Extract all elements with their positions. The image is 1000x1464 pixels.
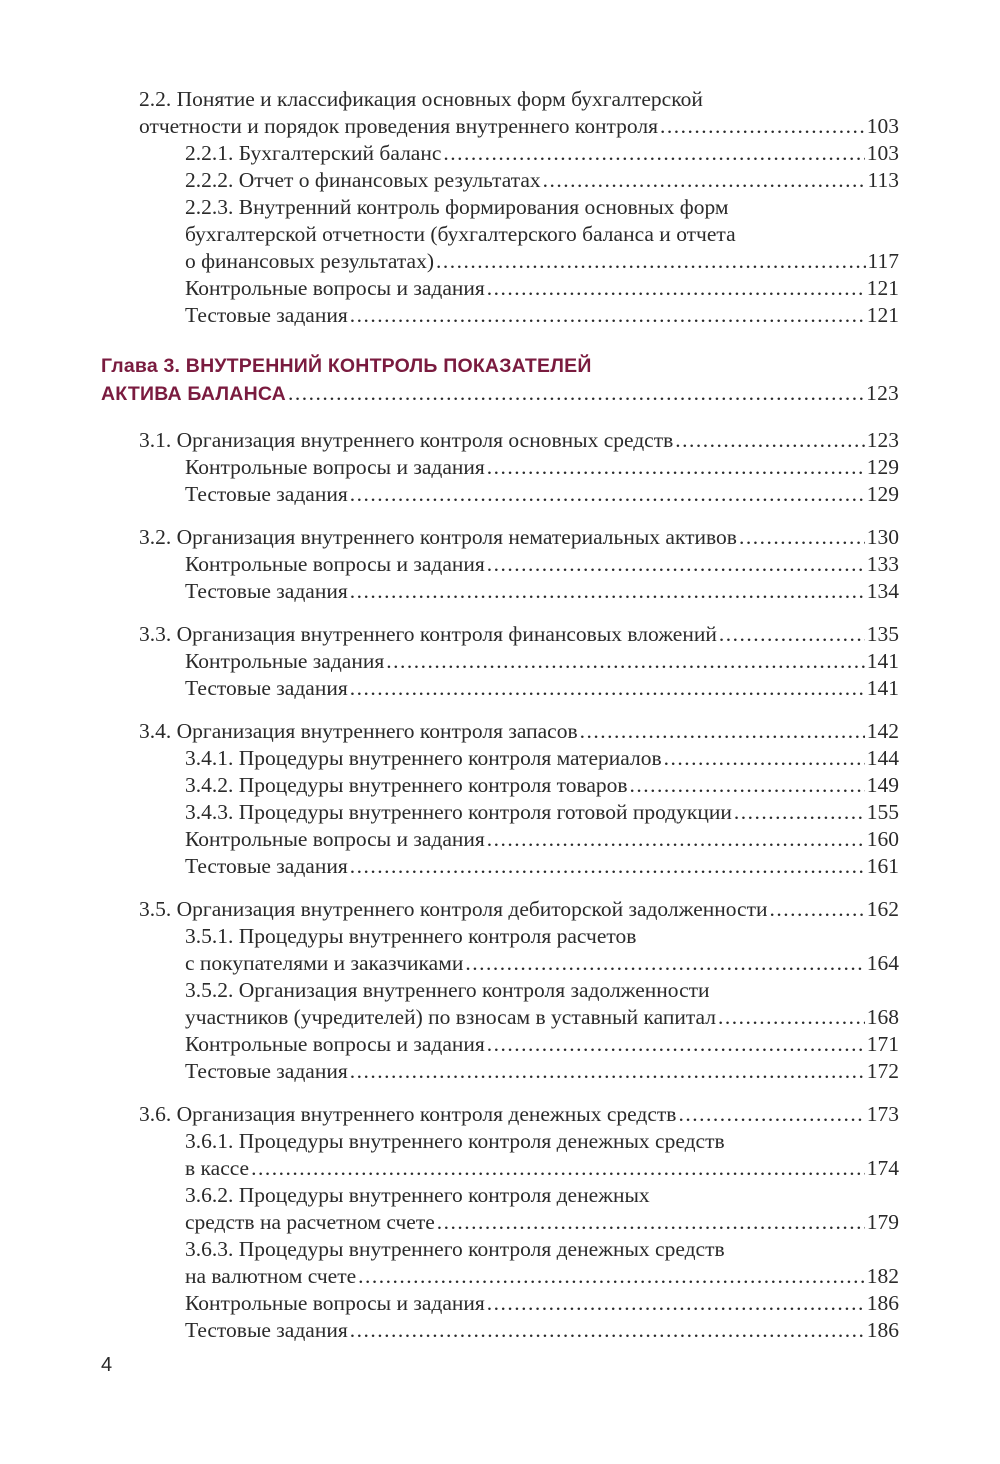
leader-dots <box>678 1101 864 1128</box>
leader-dots <box>769 896 864 923</box>
toc-entry[interactable] <box>0 427 899 454</box>
toc-entry-title: 2.2. Понятие и классификация основных форм бухгалтерской <box>139 87 703 111</box>
leader-dots <box>487 1031 865 1058</box>
toc-entry[interactable] <box>0 140 899 167</box>
page-number: 4 <box>101 1354 113 1376</box>
toc-page-number: 142 <box>866 719 899 743</box>
toc-entry-title: Контрольные вопросы и задания <box>185 455 485 479</box>
toc-page-number: 160 <box>866 827 899 851</box>
toc-entry[interactable] <box>0 1058 899 1085</box>
toc-page-number: 129 <box>866 455 899 479</box>
chapter-title: Глава 3. ВНУТРЕННИЙ КОНТРОЛЬ ПОКАЗАТЕЛЕЙ <box>101 355 592 377</box>
toc-page-number: 186 <box>866 1291 899 1315</box>
toc-entry[interactable] <box>0 799 899 826</box>
toc-page-number: 173 <box>866 1102 899 1126</box>
leader-dots <box>350 1058 865 1085</box>
toc-page-number: 133 <box>866 552 899 576</box>
toc-page-number: 162 <box>866 897 899 921</box>
toc-page-number: 172 <box>866 1059 899 1083</box>
toc-entry[interactable] <box>0 86 899 140</box>
toc-entry[interactable] <box>0 1236 899 1290</box>
toc-entry-title: 3.6. Организация внутреннего контроля денежных средств <box>139 1102 677 1126</box>
toc-entry-title: 2.2.2. Отчет о финансовых результатах <box>185 168 541 192</box>
toc-entry[interactable] <box>0 1128 899 1182</box>
toc-entry-title: 3.2. Организация внутреннего контроля нематериальных активов <box>139 525 737 549</box>
toc-entry-title: Тестовые задания <box>185 579 348 603</box>
toc-page-number: 130 <box>866 525 899 549</box>
toc-entry[interactable] <box>0 675 899 702</box>
toc-page-number: 134 <box>866 579 899 603</box>
leader-dots <box>436 248 866 275</box>
toc-entry-title: участников (учредителей) по взносам в уставный капитал <box>185 1005 717 1029</box>
toc-entry-title: Контрольные вопросы и задания <box>185 552 485 576</box>
toc-entry-title: в кассе <box>185 1156 250 1180</box>
leader-dots <box>350 1317 865 1344</box>
toc-entry-title: 3.3. Организация внутреннего контроля финансовых вложений <box>139 622 717 646</box>
leader-dots <box>487 826 865 853</box>
toc-entry-title: о финансовых результатах) <box>185 249 435 273</box>
toc-page-number: 144 <box>866 746 899 770</box>
toc-page-number: 141 <box>866 676 899 700</box>
toc-entry-title: 3.5.2. Организация внутреннего контроля задолженности <box>185 978 710 1002</box>
leader-dots <box>443 140 864 167</box>
leader-dots <box>487 454 865 481</box>
toc-entry-title: Тестовые задания <box>185 482 348 506</box>
toc-entry[interactable] <box>0 826 899 853</box>
leader-dots <box>487 275 865 302</box>
toc-page-number: 121 <box>866 303 899 327</box>
toc-entry[interactable] <box>0 923 899 977</box>
toc-entry-title: отчетности и порядок проведения внутреннего контроля <box>139 114 658 138</box>
leader-dots <box>386 648 865 675</box>
leader-dots <box>719 621 865 648</box>
leader-dots <box>350 853 865 880</box>
toc-page-number: 141 <box>866 649 899 673</box>
leader-dots <box>350 578 865 605</box>
leader-dots <box>580 718 865 745</box>
leader-dots <box>543 167 866 194</box>
leader-dots <box>660 113 865 140</box>
leader-dots <box>350 481 865 508</box>
toc-entry[interactable] <box>0 524 899 551</box>
toc-page-number: 174 <box>866 1156 899 1180</box>
toc-entry-title: Контрольные задания <box>185 649 385 673</box>
toc-entry[interactable] <box>0 648 899 675</box>
toc-entry-title: Контрольные вопросы и задания <box>185 1291 485 1315</box>
toc-entry-title: с покупателями и заказчиками <box>185 951 464 975</box>
toc-entry-title: 3.6.2. Процедуры внутреннего контроля денежных <box>185 1183 650 1207</box>
toc-entry[interactable] <box>0 1317 899 1344</box>
leader-dots <box>664 745 865 772</box>
toc-entry[interactable] <box>0 621 899 648</box>
leader-dots <box>487 551 865 578</box>
toc-entry-title: Тестовые задания <box>185 676 348 700</box>
toc-chapter-heading[interactable] <box>0 353 899 408</box>
toc-entry-title: бухгалтерской отчетности (бухгалтерского баланса и отчета <box>185 222 736 246</box>
toc-entry-title: на валютном счете <box>185 1264 357 1288</box>
leader-dots <box>487 1290 865 1317</box>
toc-page-number: 121 <box>866 276 899 300</box>
toc-entry[interactable] <box>0 551 899 578</box>
toc-page-number: 171 <box>866 1032 899 1056</box>
toc-entry[interactable] <box>0 772 899 799</box>
toc-entry-title: средств на расчетном счете <box>185 1210 435 1234</box>
toc-entry-title: 3.1. Организация внутреннего контроля основных средств <box>139 428 674 452</box>
toc-entry-title: 3.4.3. Процедуры внутреннего контроля готовой продукции <box>185 800 732 824</box>
leader-dots <box>739 524 865 551</box>
toc-entry[interactable] <box>0 194 899 275</box>
toc-entry-title: 2.2.3. Внутренний контроль формирования основных форм <box>185 195 729 219</box>
toc-page-number: 135 <box>866 622 899 646</box>
toc-page-number: 129 <box>866 482 899 506</box>
toc-page-number: 161 <box>866 854 899 878</box>
toc-entry-title: Контрольные вопросы и задания <box>185 1032 485 1056</box>
table-of-contents <box>0 86 1000 1344</box>
toc-entry-title: 3.6.3. Процедуры внутреннего контроля денежных средств <box>185 1237 725 1261</box>
leader-dots <box>437 1209 865 1236</box>
leader-dots <box>734 799 865 826</box>
toc-entry-title: Тестовые задания <box>185 1059 348 1083</box>
toc-entry[interactable] <box>0 718 899 745</box>
toc-page-number: 164 <box>866 951 899 975</box>
toc-page-number: 123 <box>866 428 899 452</box>
toc-entry[interactable] <box>0 454 899 481</box>
toc-entry-title: 3.5. Организация внутреннего контроля дебиторской задолженности <box>139 897 768 921</box>
toc-entry[interactable] <box>0 896 899 923</box>
toc-entry[interactable] <box>0 1101 899 1128</box>
leader-dots <box>350 675 865 702</box>
toc-entry[interactable] <box>0 167 899 194</box>
toc-entry[interactable] <box>0 1182 899 1236</box>
leader-dots <box>718 1004 865 1031</box>
toc-entry-title: Контрольные вопросы и задания <box>185 827 485 851</box>
toc-page-number: 182 <box>866 1264 899 1288</box>
toc-page-number: 155 <box>866 800 899 824</box>
leader-dots <box>630 772 865 799</box>
toc-entry[interactable] <box>0 745 899 772</box>
toc-page-number: 103 <box>866 114 899 138</box>
toc-entry[interactable] <box>0 977 899 1031</box>
toc-entry-title: 3.6.1. Процедуры внутреннего контроля денежных средств <box>185 1129 725 1153</box>
leader-dots <box>465 950 864 977</box>
toc-page-number: 113 <box>867 168 899 192</box>
toc-page-number: 186 <box>866 1318 899 1342</box>
leader-dots <box>350 302 865 329</box>
toc-entry-title: Тестовые задания <box>185 854 348 878</box>
toc-page-number: 149 <box>866 773 899 797</box>
toc-entry-title: 3.4.2. Процедуры внутреннего контроля товаров <box>185 773 628 797</box>
leader-dots <box>675 427 864 454</box>
toc-entry-title: Тестовые задания <box>185 303 348 327</box>
toc-page-number: 168 <box>866 1005 899 1029</box>
toc-page-number: 103 <box>866 141 899 165</box>
toc-entry-title: 3.4.1. Процедуры внутреннего контроля материалов <box>185 746 662 770</box>
toc-entry-title: 2.2.1. Бухгалтерский баланс <box>185 141 442 165</box>
toc-entry-title: 3.5.1. Процедуры внутреннего контроля расчетов <box>185 924 637 948</box>
chapter-title: АКТИВА БАЛАНСА <box>101 383 286 405</box>
leader-dots <box>358 1263 865 1290</box>
toc-page-number: 123 <box>866 381 899 405</box>
toc-entry[interactable] <box>0 481 899 508</box>
toc-page-number: 179 <box>866 1210 899 1234</box>
leader-dots <box>251 1155 865 1182</box>
toc-entry[interactable] <box>0 1290 899 1317</box>
toc-entry-title: Контрольные вопросы и задания <box>185 276 485 300</box>
toc-entry[interactable] <box>0 578 899 605</box>
toc-entry[interactable] <box>0 302 899 329</box>
toc-entry-title: 3.4. Организация внутреннего контроля запасов <box>139 719 578 743</box>
toc-entry[interactable] <box>0 275 899 302</box>
toc-page-number: 117 <box>867 249 899 273</box>
toc-entry[interactable] <box>0 853 899 880</box>
toc-entry-title: Тестовые задания <box>185 1318 348 1342</box>
leader-dots <box>288 380 864 407</box>
toc-entry[interactable] <box>0 1031 899 1058</box>
